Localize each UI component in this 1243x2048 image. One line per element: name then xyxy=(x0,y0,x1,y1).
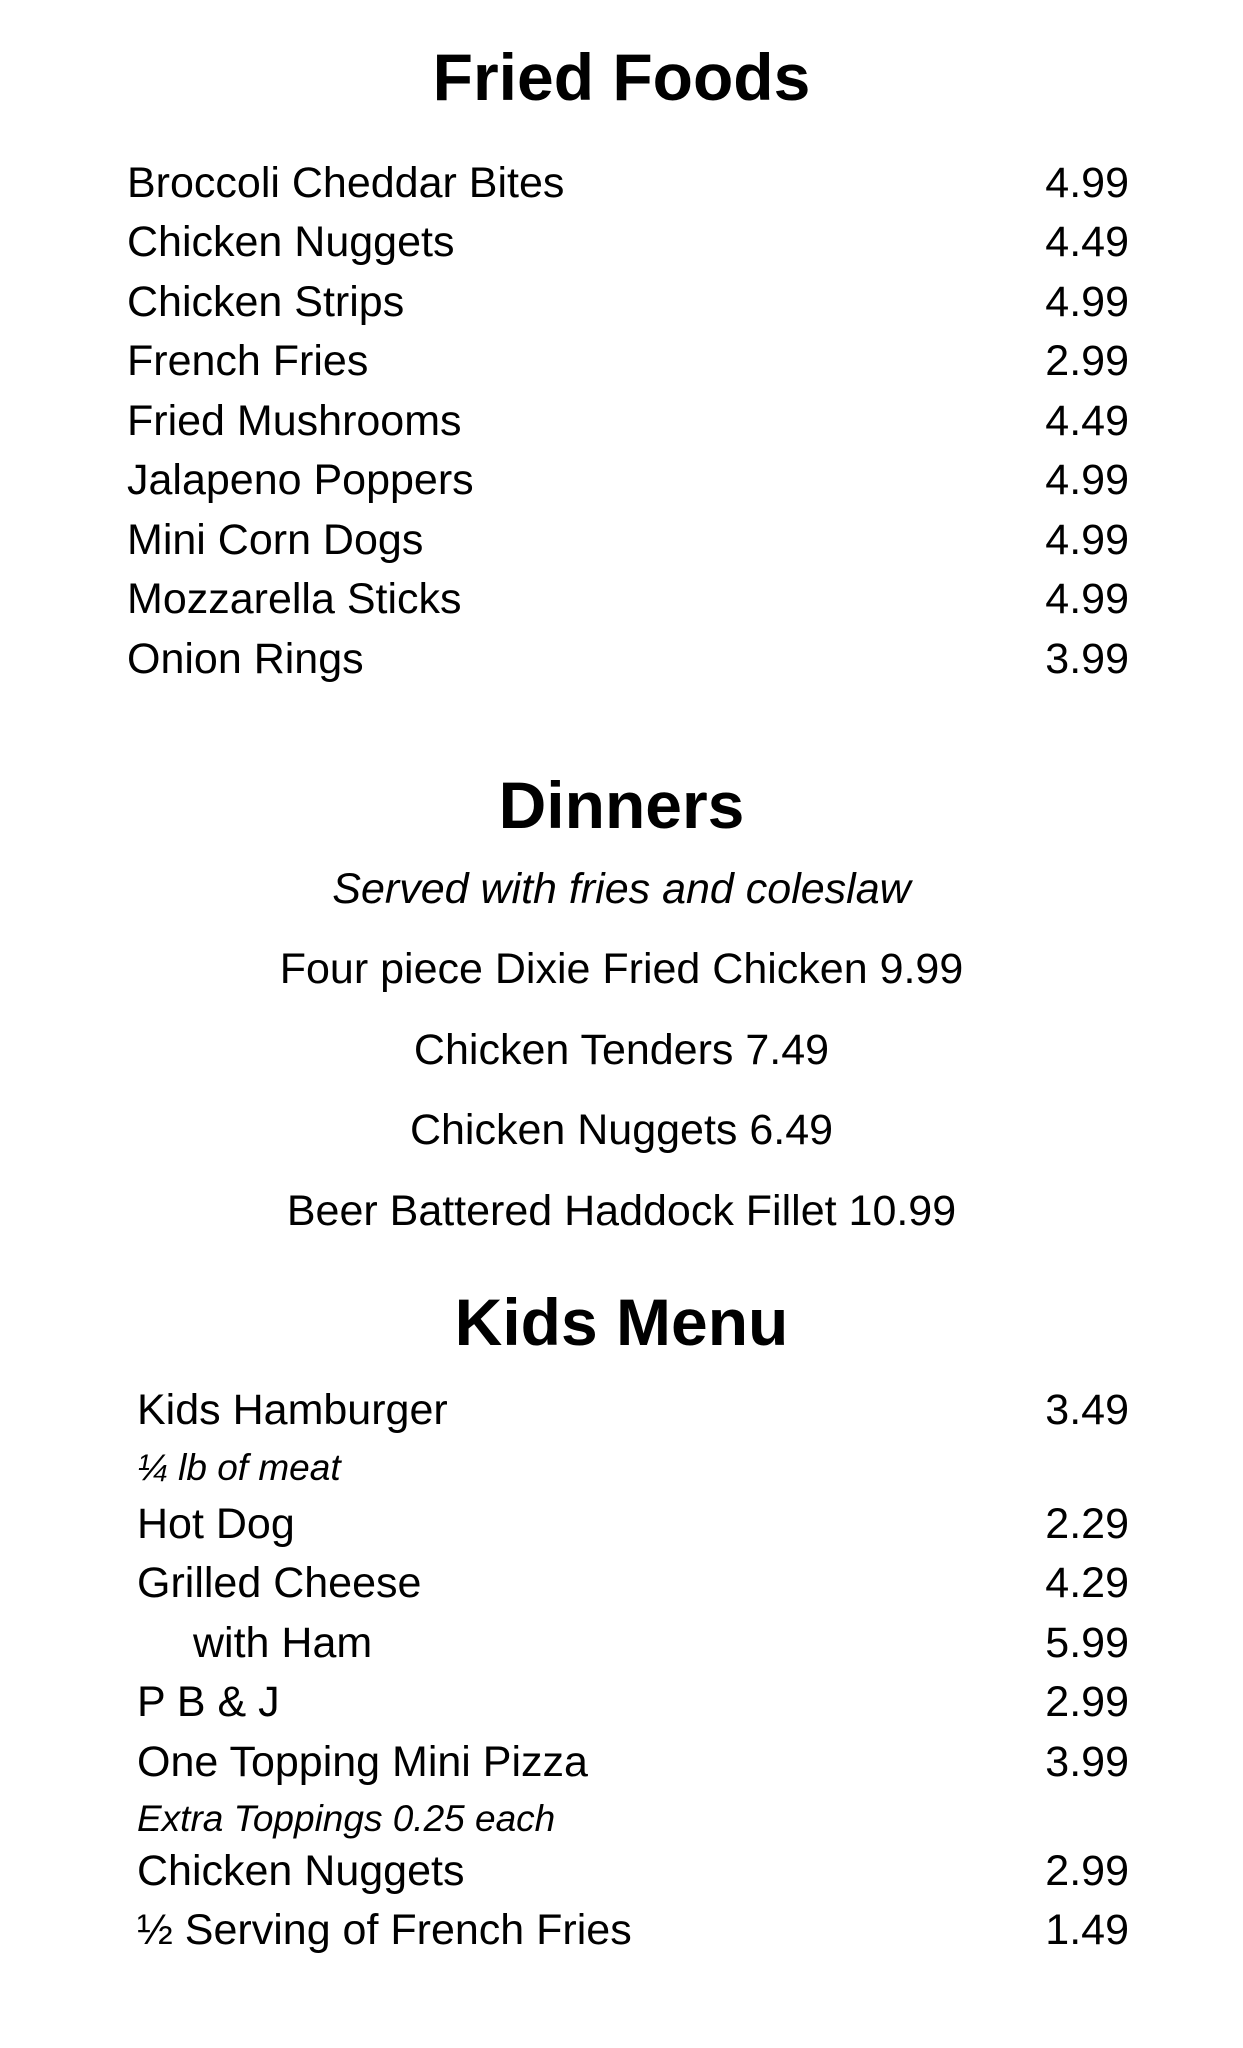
kids-item-price: 3.49 xyxy=(1045,1386,1129,1434)
kids-item-note: ¼ lb of meat xyxy=(137,1447,341,1488)
kids-item-price: 1.49 xyxy=(1045,1906,1129,1954)
kids-item-price: 2.99 xyxy=(1045,1678,1129,1726)
kids-item-name: with Ham xyxy=(193,1619,373,1667)
menu-item-price: 4.99 xyxy=(1045,516,1129,564)
menu-item-name: Mozzarella Sticks xyxy=(127,575,462,623)
menu-item-price: 4.99 xyxy=(1045,456,1129,504)
menu-item-name: Onion Rings xyxy=(127,635,364,683)
menu-item-name: Mini Corn Dogs xyxy=(127,516,424,564)
kids-item-name: Hot Dog xyxy=(137,1500,295,1548)
menu-item-name: Chicken Nuggets xyxy=(127,218,455,266)
kids-item-price: 5.99 xyxy=(1045,1619,1129,1667)
dinner-item: Beer Battered Haddock Fillet 10.99 xyxy=(286,1187,957,1235)
menu-item-price: 2.99 xyxy=(1045,337,1129,385)
kids-item-price: 2.29 xyxy=(1045,1500,1129,1548)
kids-item-price: 4.29 xyxy=(1045,1559,1129,1607)
menu-item-name: Broccoli Cheddar Bites xyxy=(127,159,565,207)
kids-item-name: ½ Serving of French Fries xyxy=(137,1906,632,1954)
kids-item-price: 3.99 xyxy=(1045,1738,1129,1786)
kids-item-note: Extra Toppings 0.25 each xyxy=(137,1798,556,1839)
kids-item-name: P B & J xyxy=(137,1678,280,1726)
menu-item-price: 4.49 xyxy=(1045,218,1129,266)
menu-item-price: 4.99 xyxy=(1045,278,1129,326)
menu-item-price: 4.49 xyxy=(1045,397,1129,445)
menu-item-price: 4.99 xyxy=(1045,159,1129,207)
fried-foods-heading: Fried Foods xyxy=(432,40,811,114)
kids-item-price: 2.99 xyxy=(1045,1847,1129,1895)
kids-item-name: Grilled Cheese xyxy=(137,1559,422,1607)
dinner-item: Chicken Nuggets 6.49 xyxy=(409,1106,834,1154)
dinners-heading: Dinners xyxy=(498,768,745,842)
menu-item-price: 4.99 xyxy=(1045,575,1129,623)
menu-item-name: Jalapeno Poppers xyxy=(127,456,474,504)
menu-item-name: French Fries xyxy=(127,337,369,385)
dinners-subtitle: Served with fries and coleslaw xyxy=(332,865,911,913)
dinner-item: Four piece Dixie Fried Chicken 9.99 xyxy=(279,945,964,993)
menu-item-name: Fried Mushrooms xyxy=(127,397,462,445)
dinner-item: Chicken Tenders 7.49 xyxy=(413,1026,830,1074)
menu-item-name: Chicken Strips xyxy=(127,278,405,326)
menu-item-price: 3.99 xyxy=(1045,635,1129,683)
kids-item-name: One Topping Mini Pizza xyxy=(137,1738,588,1786)
kids-item-name: Chicken Nuggets xyxy=(137,1847,465,1895)
kids-item-name: Kids Hamburger xyxy=(137,1386,448,1434)
kids-menu-heading: Kids Menu xyxy=(454,1285,789,1359)
